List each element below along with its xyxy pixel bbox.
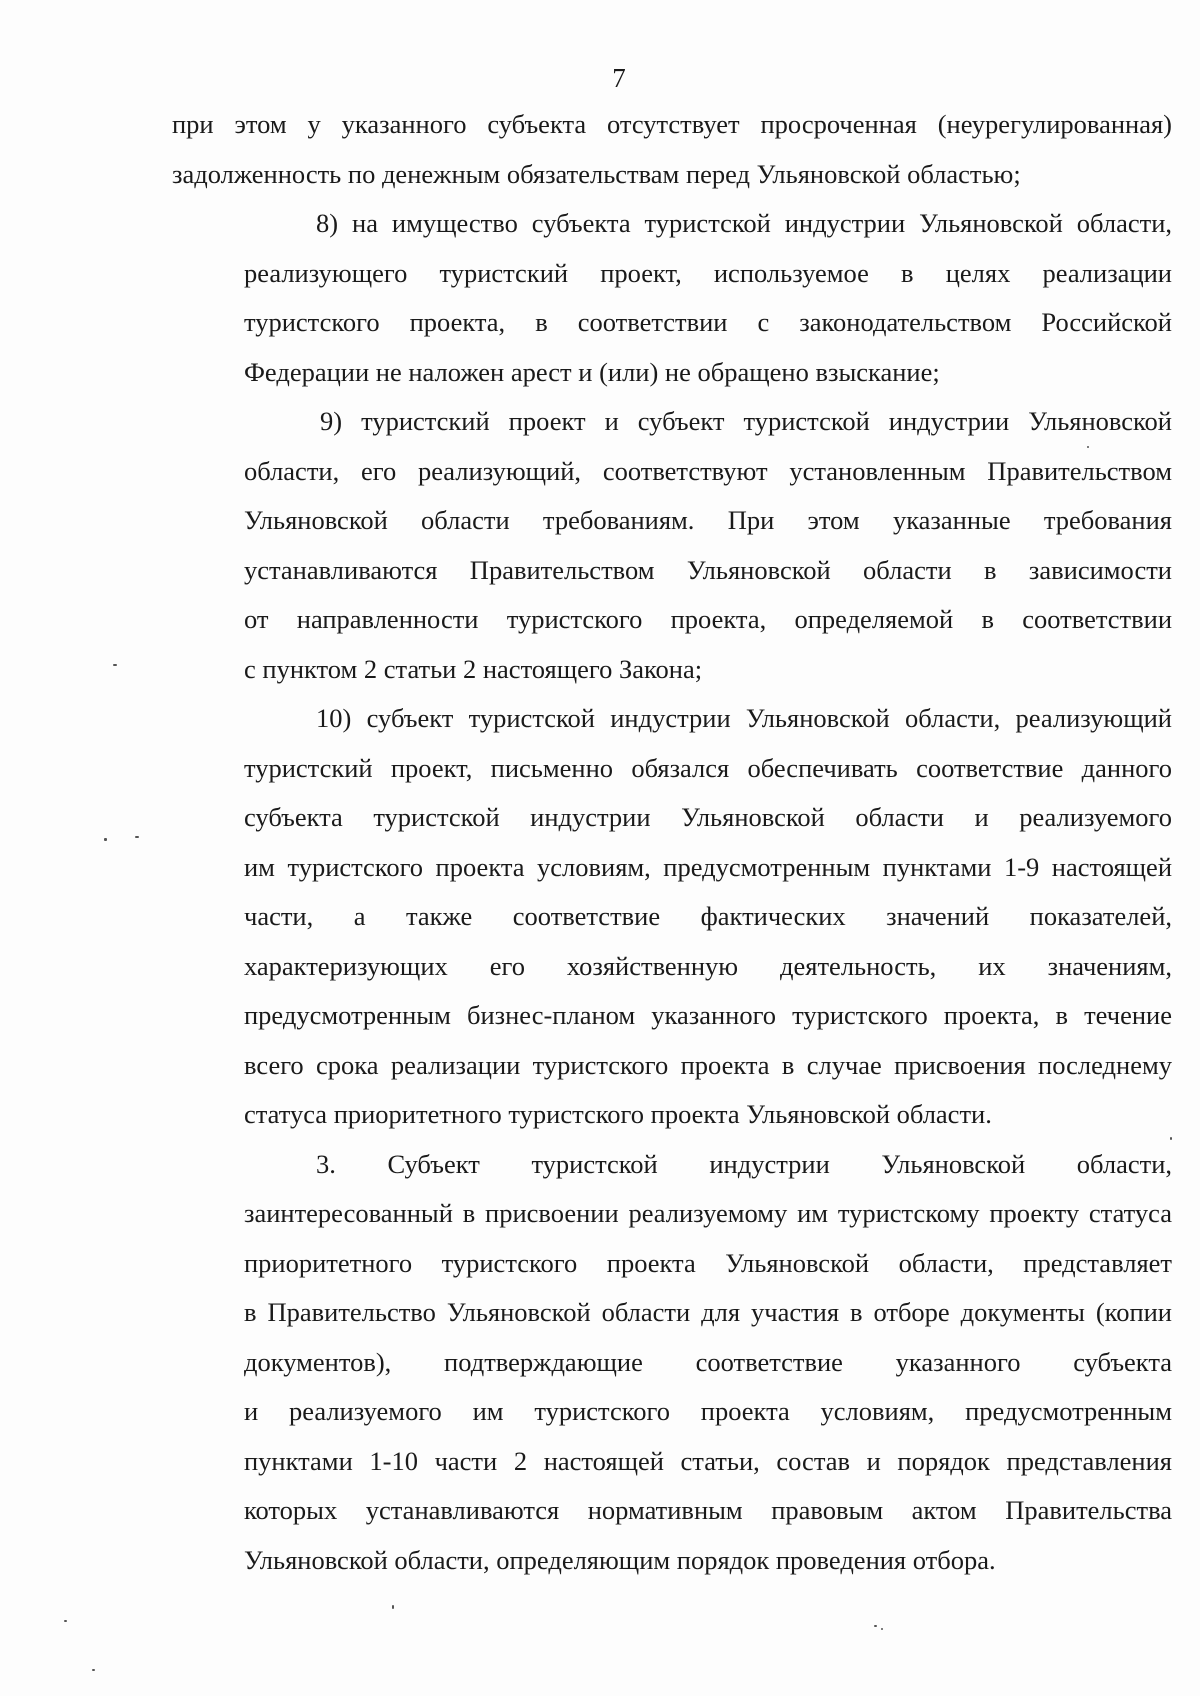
text-line: заинтересованный в присвоении реализуемому им туристскому проекту статуса bbox=[244, 1198, 1172, 1228]
paragraph-part-3 bbox=[172, 1140, 1172, 1586]
text-line: 8) на имущество субъекта туристской индустрии Ульяновской области, bbox=[316, 208, 1172, 238]
scan-speck bbox=[135, 836, 139, 838]
text-line: части, а также соответствие фактических значений показателей, bbox=[244, 901, 1172, 931]
text-line: области, его реализующий, соответствуют установленным Правительством bbox=[244, 455, 1172, 486]
text-line: 9) туристский проект и субъект туристской индустрии Ульяновской bbox=[320, 406, 1172, 436]
text-line: им туристского проекта условиям, предусмотренным пунктами 1-9 настоящей bbox=[244, 851, 1172, 882]
scan-speck bbox=[392, 1605, 394, 1609]
text-line: субъекта туристской индустрии Ульяновской области и реализуемого bbox=[244, 802, 1172, 832]
text-line: устанавливаются Правительством Ульяновской области в зависимости bbox=[244, 554, 1172, 585]
text-line: характеризующих его хозяйственную деятельность, их значениям, bbox=[244, 950, 1172, 981]
text-line: Федерации не наложен арест и (или) не обращено взыскание; bbox=[244, 356, 940, 387]
text-line: при этом у указанного субъекта отсутствует просроченная (неурегулированная) bbox=[172, 109, 1172, 139]
text-line: которых устанавливаются нормативным правовым актом Правительства bbox=[244, 1495, 1172, 1525]
text-line: Ульяновской области, определяющим порядок проведения отбора. bbox=[244, 1544, 996, 1575]
text-line: и реализуемого им туристского проекта условиям, предусмотренным bbox=[244, 1396, 1172, 1426]
scan-speck bbox=[64, 1620, 67, 1622]
text-line: туристский проект, письменно обязался обеспечивать соответствие данного bbox=[244, 752, 1172, 783]
paragraph-item-10 bbox=[172, 694, 1172, 1140]
scan-speck bbox=[874, 1625, 877, 1627]
scan-speck bbox=[1087, 446, 1089, 448]
paragraph-item-8 bbox=[172, 199, 1172, 397]
text-line: всего срока реализации туристского проекта в случае присвоения последнему bbox=[244, 1049, 1172, 1080]
scan-speck bbox=[92, 1669, 95, 1671]
scan-speck bbox=[1170, 1137, 1172, 1140]
text-line: документов), подтверждающие соответствие указанного субъекта bbox=[244, 1346, 1172, 1377]
text-line: пунктами 1-10 части 2 настоящей статьи, состав и порядок представления bbox=[244, 1445, 1172, 1476]
paragraph-debt-condition bbox=[172, 100, 1172, 199]
paragraph-item-9 bbox=[172, 397, 1172, 694]
text-line: с пунктом 2 статьи 2 настоящего Закона; bbox=[244, 653, 703, 684]
page-number: 7 bbox=[612, 63, 626, 93]
text-line: Ульяновской области требованиям. При этом указанные требования bbox=[244, 505, 1172, 535]
text-line: приоритетного туристского проекта Ульяновской области, представляет bbox=[244, 1247, 1172, 1278]
text-line: 10) субъект туристской индустрии Ульяновской области, реализующий bbox=[316, 703, 1172, 733]
document-body bbox=[172, 100, 1172, 1585]
scan-speck bbox=[881, 1628, 883, 1630]
text-line: туристского проекта, в соответствии с законодательством Российской bbox=[244, 307, 1172, 337]
text-line: предусмотренным бизнес-планом указанного туристского проекта, в течение bbox=[244, 1000, 1172, 1030]
scan-speck bbox=[104, 838, 107, 841]
text-line: в Правительство Ульяновской области для участия в отборе документы (копии bbox=[244, 1297, 1172, 1327]
text-line: статуса приоритетного туристского проекта Ульяновской области. bbox=[244, 1099, 992, 1129]
text-line: задолженность по денежным обязательствам перед Ульяновской областью; bbox=[172, 158, 1021, 189]
scan-speck bbox=[113, 664, 117, 666]
text-line: реализующего туристский проект, используемое в целях реализации bbox=[244, 257, 1172, 288]
text-line: от направленности туристского проекта, определяемой в соответствии bbox=[244, 604, 1172, 634]
text-line: 3. Субъект туристской индустрии Ульяновской области, bbox=[316, 1148, 1172, 1179]
